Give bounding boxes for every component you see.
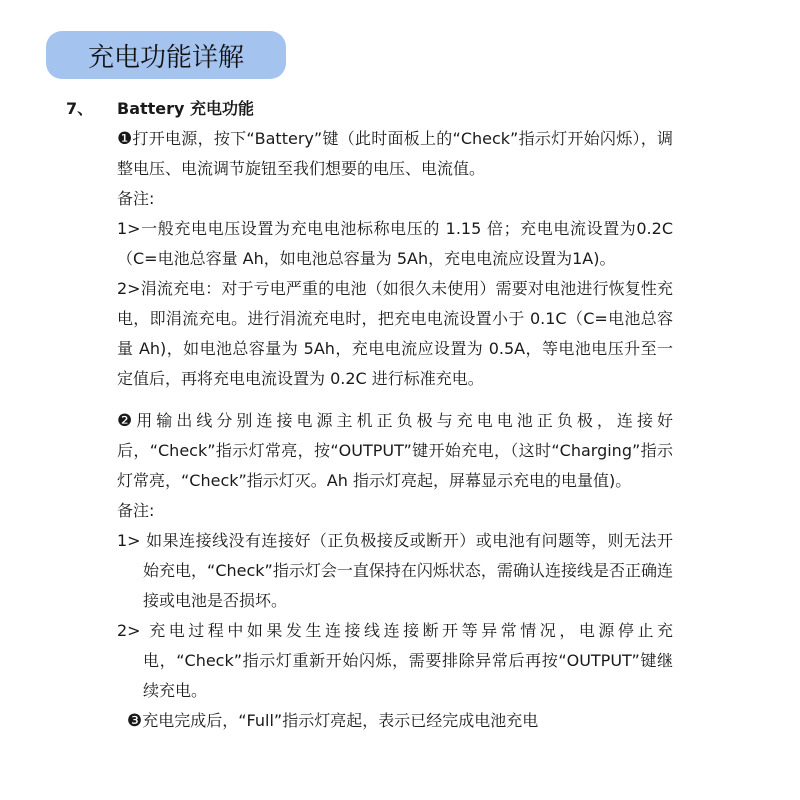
step-2 bbox=[117, 406, 673, 496]
step-2-note-2: 2> 充电过程中如果发生连接线连接断开等异常情况，电源停止充电，“Check”指示灯重新开始闪烁，需要排除异常后再按“OUTPUT”键继续充电。 bbox=[117, 621, 673, 700]
section-title: Battery 充电功能 bbox=[117, 99, 255, 118]
step-2-marker: ❷ bbox=[117, 411, 137, 431]
step-2-text: 用输出线分别连接电源主机正负极与充电电池正负极，连接好后，“Check”指示灯常亮，按“OUTPUT”键开始充电，（这时“Charging”指示灯常亮，“Check”指示灯灭。Ah 指示灯亮起，屏幕显示充电的电量值)。 bbox=[117, 411, 673, 490]
step-2-note-1: 1> 如果连接线没有连接好（正负极接反或断开）或电池有问题等，则无法开始充电，“Check”指示灯会一直保持在闪烁状态，需确认连接线是否正确连接或电池是否损坏。 bbox=[117, 531, 673, 610]
page-title-text: 充电功能详解 bbox=[87, 42, 244, 73]
page-title bbox=[46, 31, 286, 79]
step-1-note-1: 1>一般充电电压设置为充电电池标称电压的 1.15 倍；充电电流设置为0.2C（C=电池总容量 Ah，如电池总容量为 5Ah，充电电流应设置为1A)。 bbox=[117, 219, 673, 268]
document-body bbox=[117, 124, 673, 736]
section-number: 7、 bbox=[66, 99, 94, 118]
step-1-text: 打开电源，按下“Battery”键（此时面板上的“Check”指示灯开始闪烁），调整电压、电流调节旋钮至我们想要的电压、电流值。 bbox=[117, 129, 673, 178]
step-3-marker: ❸ bbox=[127, 711, 143, 731]
step-1-note-label: 备注: bbox=[117, 189, 155, 208]
step-2-note-label: 备注: bbox=[117, 501, 155, 520]
step-1 bbox=[117, 124, 673, 184]
step-1-note-2: 2>涓流充电：对于亏电严重的电池（如很久未使用）需要对电池进行恢复性充电，即涓流充电。进行涓流充电时，把充电电流设置小于 0.1C（C=电池总容量 Ah)，如电池总容量为 5Ah，充电电流应设置为 0.5A，等电池电压升至一定值后，再将充电电流设置为 0.2C 进行标准充电。 bbox=[117, 279, 673, 388]
step-1-marker: ❶ bbox=[117, 129, 133, 149]
step-3 bbox=[117, 706, 673, 736]
step-3-text: 充电完成后，“Full”指示灯亮起，表示已经完成电池充电 bbox=[142, 711, 539, 730]
